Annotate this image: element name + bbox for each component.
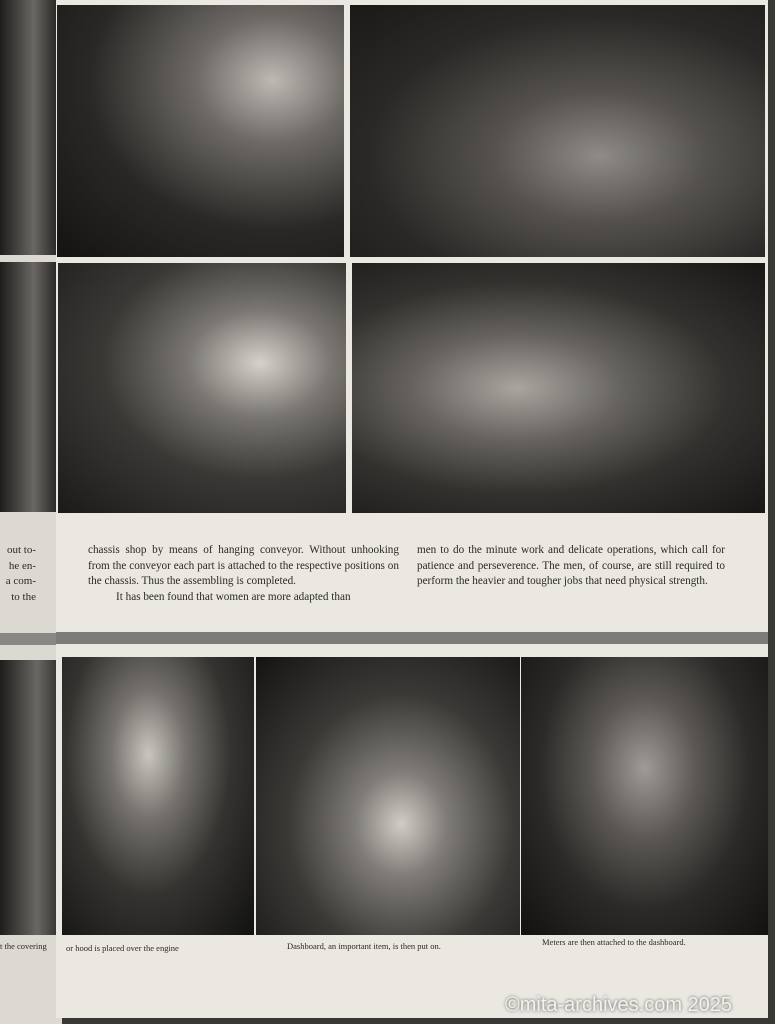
left-page-photo-top bbox=[0, 0, 56, 255]
page-divider-band bbox=[56, 632, 768, 644]
text-line: out to- bbox=[6, 544, 36, 556]
left-page-photo-middle bbox=[0, 262, 56, 512]
left-page-caption: t the covering bbox=[0, 941, 47, 951]
paragraph: men to do the minute work and delicate operations, which call for patience and perseverence. The men, of course, are still required to perform the heavier and tougher jobs that need physical strength. bbox=[417, 544, 725, 587]
caption-meters: Meters are then attached to the dashboard. bbox=[542, 937, 686, 947]
photo-lathe-worker bbox=[58, 263, 346, 513]
photo-meters-attach bbox=[521, 657, 768, 935]
text-line: he en- bbox=[8, 559, 36, 572]
photo-machine-shop bbox=[350, 5, 765, 257]
left-page-photo-bottom bbox=[0, 660, 62, 935]
watermark: ©mita-archives.com 2025 bbox=[505, 994, 733, 1016]
paragraph: chassis shop by means of hanging conveyor. Without unhooking from the conveyor each part is attached to the respective positions on the chassis. Thus the assembling is completed. bbox=[88, 544, 399, 587]
photo-hood-placement bbox=[62, 657, 254, 935]
left-page-divider bbox=[0, 633, 62, 645]
caption-dashboard: Dashboard, an important item, is then put on. bbox=[287, 941, 441, 951]
article-column-right bbox=[417, 543, 725, 590]
photo-dashboard-install bbox=[256, 657, 520, 935]
photo-chassis-assembly bbox=[352, 263, 765, 513]
text-line: to the bbox=[11, 590, 36, 603]
paragraph: It has been found that women are more adapted than bbox=[116, 590, 351, 603]
text-line: a com- bbox=[5, 575, 36, 587]
photo-women-assembly-line bbox=[57, 5, 344, 257]
caption-hood: or hood is placed over the engine bbox=[66, 943, 179, 953]
left-page-text bbox=[0, 543, 36, 605]
article-column-left bbox=[88, 543, 399, 605]
